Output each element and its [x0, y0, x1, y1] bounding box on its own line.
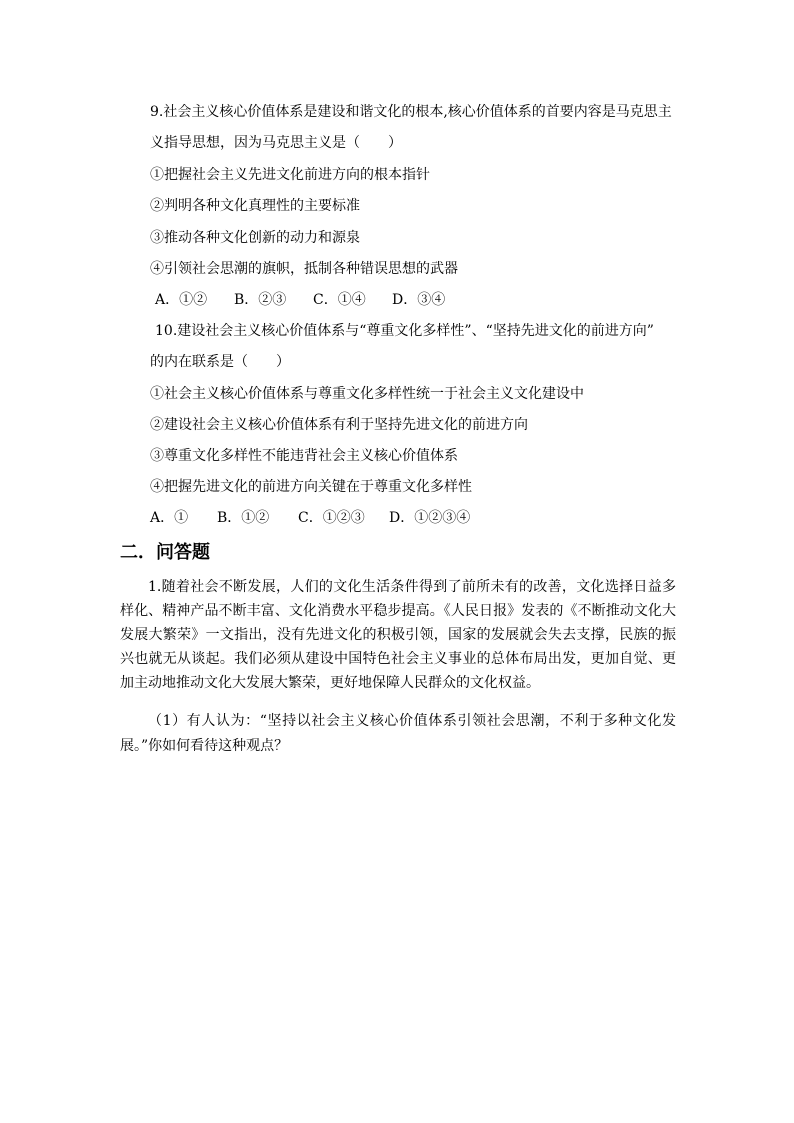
question-10-option-2: ②建设社会主义核心价值体系有利于坚持先进文化的前进方向 — [150, 417, 528, 433]
question-9-option-4: ④引领社会思潮的旗帜，抵制各种错误思想的武器 — [150, 261, 458, 277]
question-10-text-line-2: 的内在联系是（ ） — [150, 354, 290, 370]
question-9-choice-c: C．①④ — [313, 292, 366, 308]
question-9-choice-d: D．③④ — [392, 292, 446, 308]
essay-question-1-subquestion-1: （1）有人认为：“坚持以社会主义核心价值体系引领社会思潮，不利于多种文化发展。”你如何看待这种观点？ — [120, 713, 676, 754]
question-9-text-line-2: 义指导思想，因为马克思主义是（ ） — [150, 135, 402, 151]
question-10-option-4: ④把握先进文化的前进方向关键在于尊重文化多样性 — [150, 479, 472, 495]
question-10-choices — [150, 508, 470, 528]
question-10-choice-d: D．①②③④ — [389, 510, 471, 526]
question-10-choice-c: C．①②③ — [298, 510, 365, 526]
section-heading: 二．问答题 — [120, 542, 210, 563]
question-10-choice-b: B．①② — [217, 510, 270, 526]
essay-question-1-passage: 1.随着社会不断发展，人们的文化生活条件得到了前所未有的改善，文化选择日益多样化、精神产品不断丰富、文化消费水平稳步提高。《人民日报》发表的《不断推动文化大发展大繁荣》一文指出，没有先进文化的积极引领，国家的发展就会失去支撑，民族的振兴也就无从谈起。我们必须从建设中国特色社会主义事业的总体布局出发，更加自觉、更加主动地推动文化大发展大繁荣，更好地保障人民群众的文化权益。 — [120, 579, 676, 691]
question-10-text-line-1: 10.建设社会主义核心价值体系与“尊重文化多样性”、“坚持先进文化的前进方向” — [155, 323, 654, 339]
question-9-option-1: ①把握社会主义先进文化前进方向的根本指针 — [150, 167, 430, 183]
question-9-choice-b: B．②③ — [234, 292, 287, 308]
question-9-option-2: ②判明各种文化真理性的主要标准 — [150, 198, 360, 214]
question-9-choices — [155, 290, 445, 310]
question-10-option-3: ③尊重文化多样性不能违背社会主义核心价值体系 — [150, 448, 458, 464]
question-9-text-line-1: 9.社会主义核心价值体系是建设和谐文化的根本,核心价值体系的首要内容是马克思主 — [150, 104, 672, 120]
question-10-option-1: ①社会主义核心价值体系与尊重文化多样性统一于社会主义文化建设中 — [150, 386, 584, 402]
question-9-choice-a: A．①② — [155, 292, 208, 308]
question-9-option-3: ③推动各种文化创新的动力和源泉 — [150, 230, 360, 246]
question-10-choice-a: A．① — [150, 510, 189, 526]
